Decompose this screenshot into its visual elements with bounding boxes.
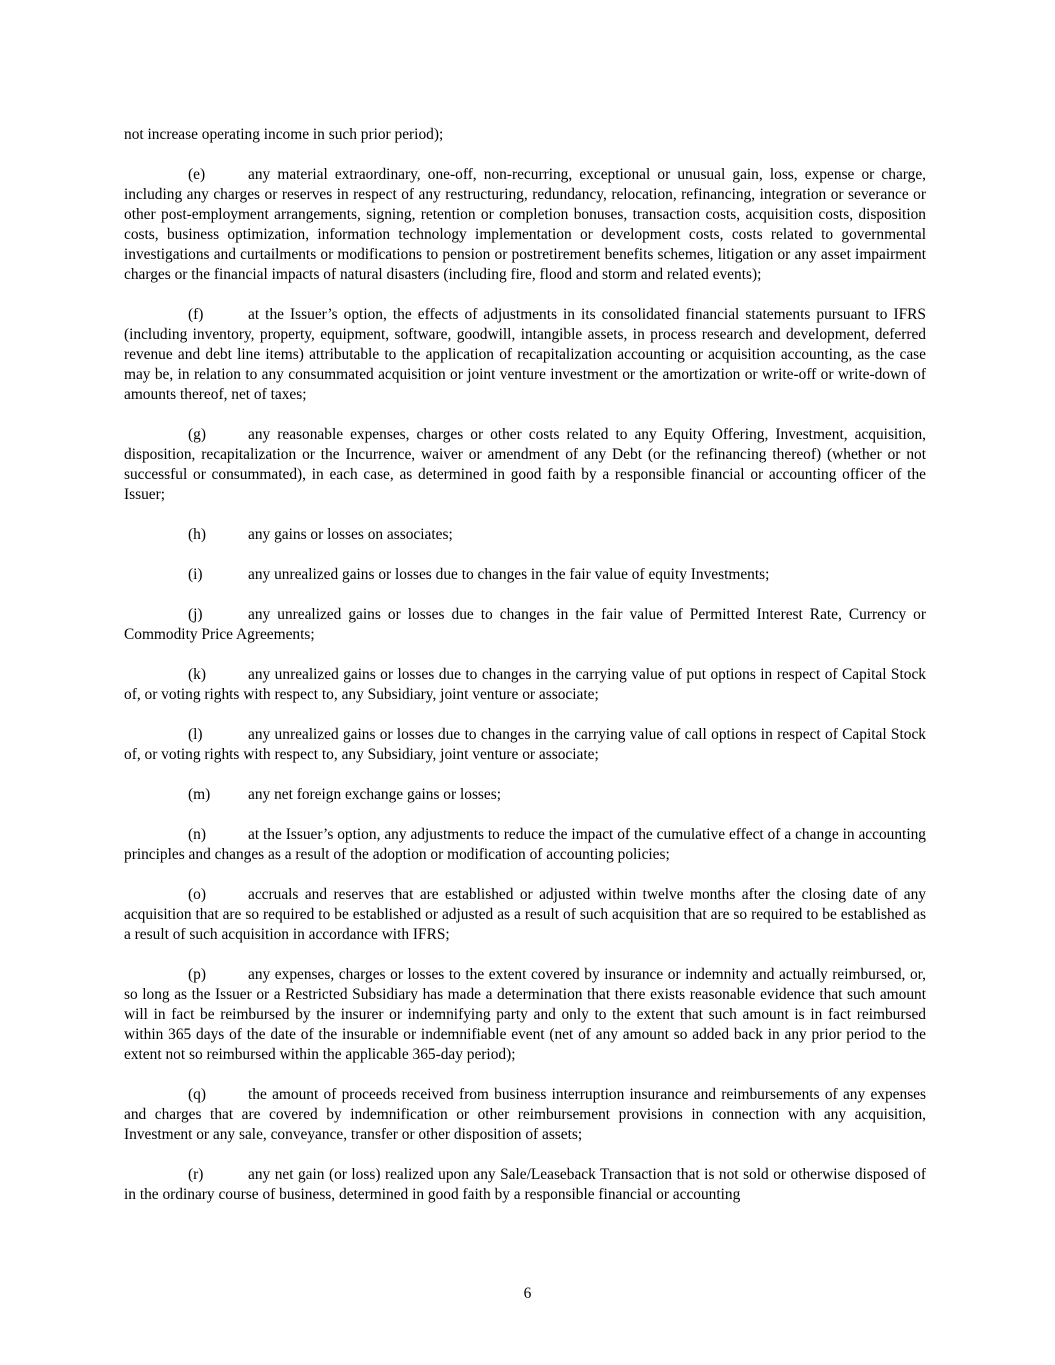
list-item — [124, 165, 926, 285]
item-text: any material extraordinary, one-off, non-recurring, exceptional or unusual gain, loss, expense or charge, including any charges or reserves in respect of any restructuring, redundancy, relocation, refinancing, integration or severance or other post-employment arrangements, signing, retention or completion bonuses, transaction costs, acquisition costs, disposition costs, business optimization, information technology implementation or development costs, costs related to governmental investigations and curtailments or modifications to pension or postretirement benefits schemes, litigation or any asset impairment charges or the financial impacts of natural disasters (including fire, flood and storm and related events); — [124, 166, 926, 283]
item-marker: (i) — [188, 566, 203, 583]
item-marker: (q) — [188, 1086, 206, 1103]
item-marker: (f) — [188, 306, 204, 323]
item-text: any unrealized gains or losses due to changes in the fair value of Permitted Interest Rate, Currency or Commodity Price Agreements; — [124, 606, 926, 643]
item-marker: (j) — [188, 606, 203, 623]
item-text: the amount of proceeds received from business interruption insurance and reimbursements of any expenses and charges that are covered by indemnification or other reimbursement provisions in connection with any acquisition, Investment or any sale, conveyance, transfer or other disposition of assets; — [124, 1086, 926, 1143]
item-text: at the Issuer’s option, the effects of adjustments in its consolidated financial statements pursuant to IFRS (including inventory, property, equipment, software, goodwill, intangible assets, in process research and development, deferred revenue and debt line items) attributable to the application of recapitalization accounting or acquisition accounting, as the case may be, in relation to any consummated acquisition or joint venture investment or the amortization or write-off or write-down of amounts thereof, net of taxes; — [124, 306, 926, 403]
item-marker: (k) — [188, 666, 206, 683]
list-item — [124, 1165, 926, 1205]
item-text: any net gain (or loss) realized upon any Sale/Leaseback Transaction that is not sold or otherwise disposed of in the ordinary course of business, determined in good faith by a responsible financial or accounting — [124, 1166, 926, 1203]
item-text: any unrealized gains or losses due to changes in the carrying value of call options in respect of Capital Stock of, or voting rights with respect to, any Subsidiary, joint venture or associate; — [124, 726, 926, 763]
list-item — [124, 785, 926, 805]
item-text: any unrealized gains or losses due to changes in the carrying value of put options in respect of Capital Stock of, or voting rights with respect to, any Subsidiary, joint venture or associate; — [124, 666, 926, 703]
item-marker: (g) — [188, 426, 206, 443]
list-item — [124, 565, 926, 585]
item-text: any expenses, charges or losses to the extent covered by insurance or indemnity and actually reimbursed, or, so long as the Issuer or a Restricted Subsidiary has made a determination that there exists reasonable evidence that such amount will in fact be reimbursed by the insurer or indemnifying party and only to the extent that such amount is in fact reimbursed within 365 days of the date of the insurable or indemnifiable event (net of any amount so added back in any prior period to the extent not so reimbursed within the applicable 365-day period); — [124, 966, 926, 1063]
list-item — [124, 825, 926, 865]
item-marker: (m) — [188, 786, 211, 803]
item-marker: (r) — [188, 1166, 204, 1183]
list-item — [124, 305, 926, 405]
item-marker: (l) — [188, 726, 203, 743]
list-item — [124, 425, 926, 505]
document-body — [124, 125, 926, 1225]
item-text: at the Issuer’s option, any adjustments to reduce the impact of the cumulative effect of a change in accounting principles and changes as a result of the adoption or modification of accounting policies; — [124, 826, 926, 863]
continuation-paragraph: not increase operating income in such prior period); — [124, 126, 444, 143]
list-item — [124, 965, 926, 1065]
list-item — [124, 1085, 926, 1145]
list-item — [124, 725, 926, 765]
item-marker: (n) — [188, 826, 206, 843]
item-text: any gains or losses on associates; — [248, 526, 453, 543]
item-marker: (h) — [188, 526, 206, 543]
list-item — [124, 885, 926, 945]
item-text: any reasonable expenses, charges or other costs related to any Equity Offering, Investment, acquisition, disposition, recapitalization or the Incurrence, waiver or amendment of any Debt (or the refinancing thereof) (whether or not successful or consummated), in each case, as determined in good faith by a responsible financial or accounting officer of the Issuer; — [124, 426, 926, 503]
list-item — [124, 665, 926, 705]
item-text: accruals and reserves that are established or adjusted within twelve months after the closing date of any acquisition that are so required to be established or adjusted as a result of such acquisition that are so required to be established as a result of such acquisition in accordance with IFRS; — [124, 886, 926, 943]
item-marker: (e) — [188, 166, 206, 183]
item-marker: (o) — [188, 886, 206, 903]
item-text: any unrealized gains or losses due to changes in the fair value of equity Investments; — [248, 566, 770, 583]
item-marker: (p) — [188, 966, 206, 983]
item-text: any net foreign exchange gains or losses; — [248, 786, 502, 803]
list-item — [124, 605, 926, 645]
list-item — [124, 525, 926, 545]
page-number: 6 — [523, 1285, 532, 1302]
